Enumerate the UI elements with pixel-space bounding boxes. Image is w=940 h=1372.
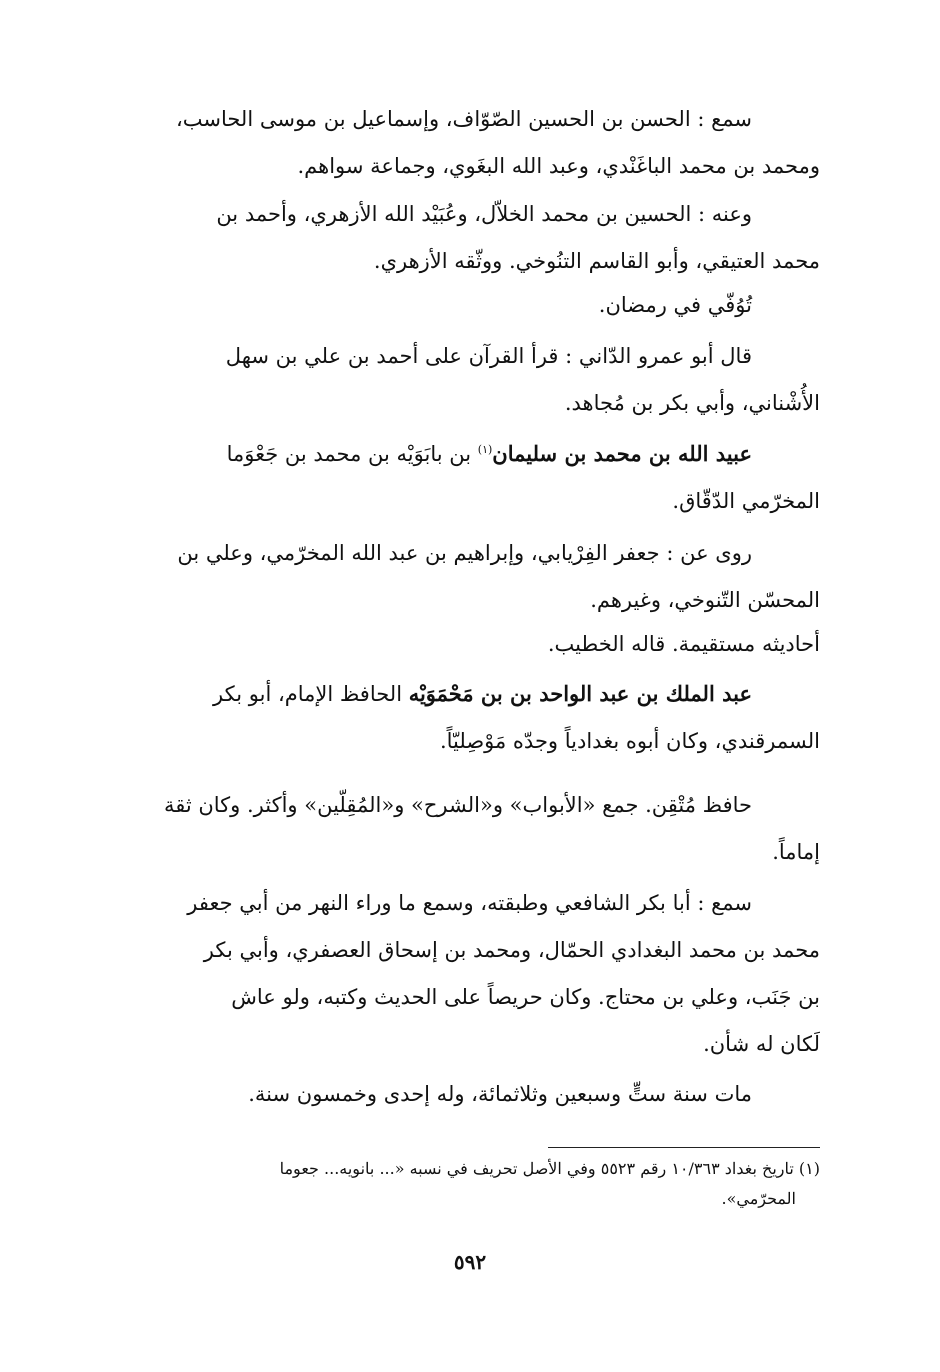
entry-heading-rest: الحافظ الإمام، أبو بكر — [213, 682, 409, 706]
paragraph-hafiz — [120, 782, 820, 876]
footnote-line: (١) تاريخ بغداد ١٠/٣٦٣ رقم ٥٥٢٣ وفي الأصل تحريف في نسبه «... بانويه... جعوما — [279, 1159, 820, 1178]
text-line: محمد بن محمد البغدادي الحمّال، ومحمد بن إسحاق العصفري، وأبي بكر — [203, 938, 820, 962]
text-line: تُوُفّي في رمضان. — [598, 293, 752, 317]
text-line: لَكان له شأن. — [703, 1032, 820, 1056]
paragraph-mata — [120, 1071, 820, 1118]
text-line: محمد العتيقي، وأبو القاسم التنُوخي. ووثّقه الأزهري. — [373, 249, 820, 273]
text-line: ومحمد بن محمد الباغَنْدي، وعبد الله البغَوي، وجماعة سواهم. — [297, 154, 820, 178]
entry-heading-line — [120, 430, 820, 478]
text-line: بن جَنَب، وعلي بن محتاج. وكان حريصاً على الحديث وكتبه، ولو عاش — [231, 985, 820, 1009]
text-line: روى عن : جعفر الفِرْيابي، وإبراهيم بن عبد الله المخرّمي، وعلي بن — [177, 541, 752, 565]
paragraph-rawa-an — [120, 530, 820, 664]
text-line: قال أبو عمرو الدّاني : قرأ القرآن على أحمد بن علي بن سهل — [225, 344, 752, 368]
entry-heading-line — [120, 670, 820, 718]
page-number: ٥٩٢ — [453, 1250, 487, 1274]
text-line: السمرقندي، وكان أبوه بغدادياً وجدّه مَوْصِليّاً. — [439, 729, 820, 753]
biography-entry-ubaydullah — [120, 430, 820, 525]
footnote-divider — [548, 1147, 820, 1148]
text-line: وعنه : الحسين بن محمد الخلاّل، وعُبَيْد الله الأزهري، وأحمد بن — [216, 202, 752, 226]
biography-entry-abdulmalik — [120, 670, 820, 765]
text-line: المخرّمي الدّقّاق. — [672, 489, 820, 513]
text-line: الأُشْناني، وأبي بكر بن مُجاهد. — [564, 391, 820, 415]
text-line: سمع : أبا بكر الشافعي وطبقته، وسمع ما وراء النهر من أبي جعفر — [187, 891, 752, 915]
entry-heading-rest: بن بابَوَيْه بن محمد بن جَعْوَما — [226, 442, 478, 466]
text-line: أحاديثه مستقيمة. قاله الخطيب. — [547, 632, 820, 656]
footnote — [120, 1154, 820, 1214]
text-line: سمع : الحسن بن الحسين الصّوّاف، وإسماعيل بن موسى الحاسب، — [175, 107, 752, 131]
entry-heading-name: عبيد الله بن محمد بن سليمان — [492, 441, 752, 466]
paragraph-sama — [120, 96, 820, 190]
text-line: حافظ مُتْقِن. جمع «الأبواب» و«الشرح» و«المُقِلّين» وأكثر. وكان ثقة — [163, 793, 752, 817]
paragraph-qala-abu-amr — [120, 333, 820, 427]
text-line: مات سنة ستٍّ وسبعين وثلاثمائة، وله إحدى وخمسون سنة. — [248, 1082, 752, 1106]
paragraph-wa-anhu — [120, 191, 820, 325]
text-line: المحسّن التّنوخي، وغيرهم. — [590, 588, 820, 612]
text-line: إماماً. — [772, 840, 820, 864]
entry-heading-name: عبد الملك بن عبد الواحد بن بن مَحْمَوَيْه — [408, 681, 752, 706]
paragraph-sama-2 — [120, 880, 820, 1068]
footnote-reference: (١) — [477, 443, 493, 456]
footnote-line: المحرّمي». — [721, 1189, 796, 1208]
